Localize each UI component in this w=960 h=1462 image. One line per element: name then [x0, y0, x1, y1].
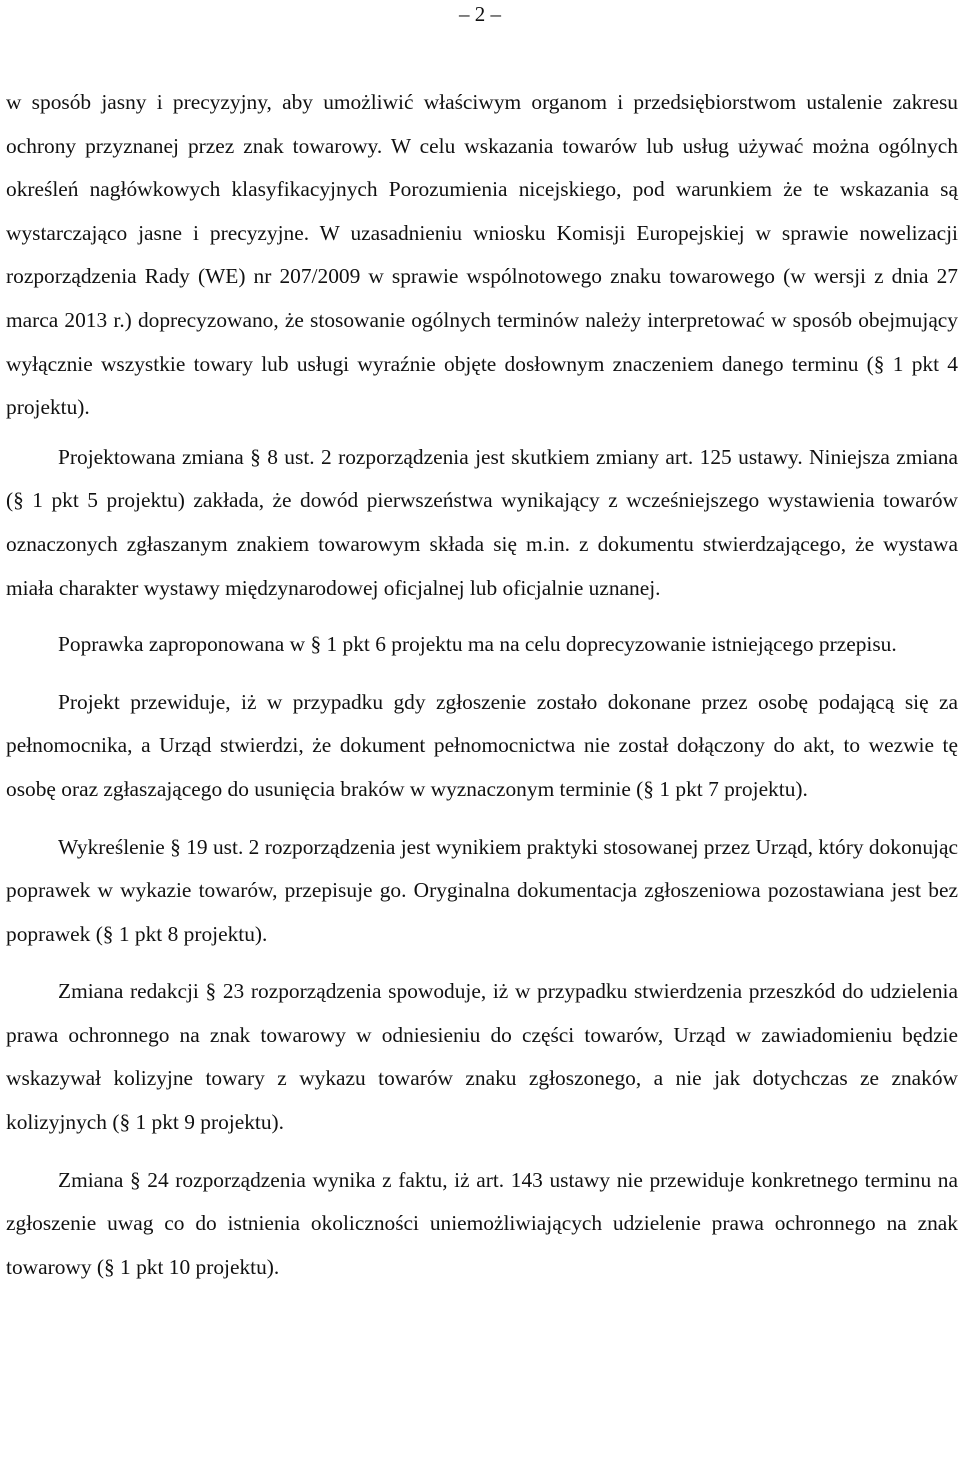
paragraph-deletion-19: Wykreślenie § 19 ust. 2 rozporządzenia jest wynikiem praktyki stosowanej przez Urząd, który dokonując poprawek w wykazie towarów, przepisuje go. Oryginalna dokumentacja zgłoszeniowa pozostawiana jest bez poprawek (§ 1 pkt 8 projektu).	[6, 834, 958, 946]
paragraph-continuation: w sposób jasny i precyzyjny, aby umożliwić właściwym organom i przedsiębiorstwom ustalenie zakresu ochrony przyznanej przez znak towarowy. W celu wskazania towarów lub usług używać można ogólnych określeń nagłówkowych klasyfikacyjnych Porozumienia nicejskiego, pod warunkiem że te wskazania są wystarczająco jasne i precyzyjne. W uzasadnieniu wniosku Komisji Europejskiej w sprawie nowelizacji rozporządzenia Rady (WE) nr 207/2009 w sprawie wspólnotowego znaku towarowego (w wersji z dnia 27 marca 2013 r.) doprecyzowano, że stosowanie ogólnych terminów należy interpretować w sposób obejmujący wyłącznie wszystkie towary lub usługi wyraźnie objęte dosłownym znaczeniem danego terminu (§ 1 pkt 4 projektu).	[6, 90, 958, 420]
paragraph-amendment-clarification: Poprawka zaproponowana w § 1 pkt 6 projektu ma na celu doprecyzowanie istniejącego przepisu.	[58, 632, 897, 657]
paragraph-change-24: Zmiana § 24 rozporządzenia wynika z faktu, iż art. 143 ustawy nie przewiduje konkretnego terminu na zgłoszenie uwag co do istnienia okoliczności uniemożliwiających udzielenie prawa ochronnego na znak towarowy (§ 1 pkt 10 projektu).	[6, 1167, 958, 1279]
document-body	[6, 81, 958, 1289]
page-number: – 2 –	[459, 2, 501, 26]
paragraph-proxy-document: Projekt przewiduje, iż w przypadku gdy zgłoszenie zostało dokonane przez osobę podającą się za pełnomocnika, a Urząd stwierdzi, że dokument pełnomocnictwa nie został dołączony do akt, to wezwie tę osobę oraz zgłaszającego do usunięcia braków w wyznaczonym terminie (§ 1 pkt 7 projektu).	[6, 689, 958, 801]
paragraph-exhibition-priority: Projektowana zmiana § 8 ust. 2 rozporządzenia jest skutkiem zmiany art. 125 ustawy. Niniejsza zmiana (§ 1 pkt 5 projektu) zakłada, że dowód pierwszeństwa wynikający z wcześniejszego wystawienia towarów oznaczonych zgłaszanym znakiem towarowym składa się m.in. z dokumentu stwierdzającego, że wystawa miała charakter wystawy międzynarodowej oficjalnej lub oficjalnie uznanej.	[6, 444, 958, 600]
paragraph-redaction-23: Zmiana redakcji § 23 rozporządzenia spowoduje, iż w przypadku stwierdzenia przeszkód do udzielenia prawa ochronnego na znak towarowy w odniesieniu do części towarów, Urząd w zawiadomieniu będzie wskazywał kolizyjne towary z wykazu towarów znaku zgłoszonego, a nie jak dotychczas ze znaków kolizyjnych (§ 1 pkt 9 projektu).	[6, 979, 958, 1135]
